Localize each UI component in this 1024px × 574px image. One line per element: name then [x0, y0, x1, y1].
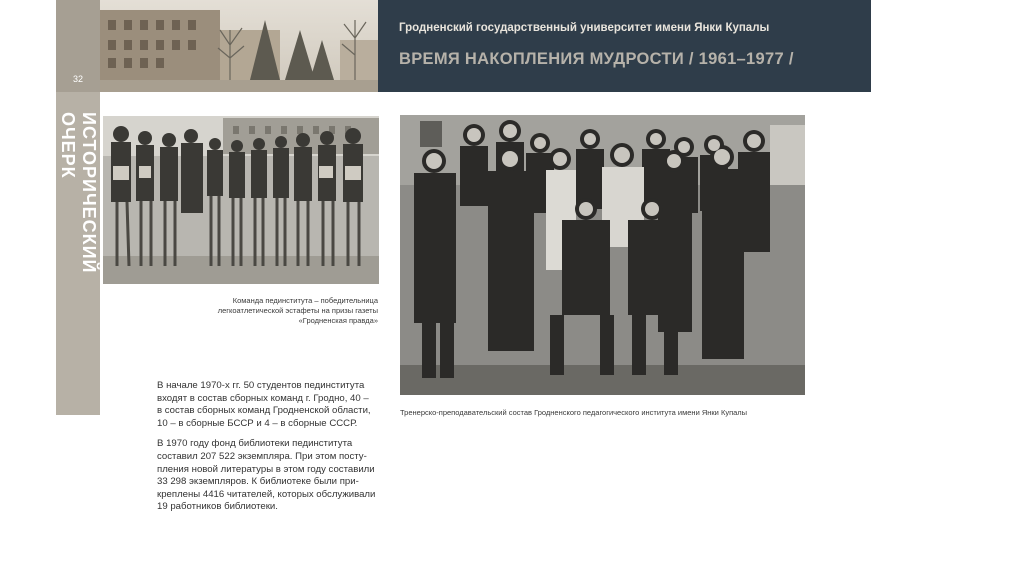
- side-title: ИСТОРИЧЕСКИЙ ОЧЕРК: [58, 112, 99, 274]
- text-line: 10 – в сборные БССР и 4 – в сборные СССР.: [157, 417, 358, 429]
- header-building-photo: [100, 0, 378, 92]
- header-bar: [378, 0, 871, 92]
- text-line: в состав сборных команд Гродненской области,: [157, 405, 371, 417]
- text-line: В 1970 году фонд библиотеки пединститута: [157, 438, 353, 450]
- header-section-title: ВРЕМЯ НАКОПЛЕНИЯ МУДРОСТИ / 1961–1977 /: [399, 50, 794, 68]
- page-number: 32: [72, 74, 83, 84]
- relay-team-photo: [103, 116, 379, 284]
- text-line: 19 работников библиотеки.: [157, 501, 278, 513]
- header-university-title: Гродненский государственный университет имени Янки Купалы: [399, 22, 770, 34]
- text-line: креплены 4416 читателей, которых обслуживали: [157, 488, 376, 500]
- body-text: [143, 380, 379, 522]
- caption-line: «Гродненская правда»: [298, 316, 378, 325]
- paragraph-sports: [143, 380, 379, 430]
- text-line: В начале 1970-х гг. 50 студентов пединститута: [157, 380, 365, 391]
- text-line: 33 298 экземпляров. К библиотеке были при-: [157, 476, 359, 488]
- faculty-group-photo: [400, 115, 805, 395]
- faculty-group-caption: Тренерско-преподавательский состав Гродненского педагогического института имени Янки Купалы: [400, 408, 748, 417]
- caption-line: легкоатлетической эстафеты на призы газеты: [217, 306, 378, 315]
- text-line: пления новой литературы в этом году составили: [157, 463, 375, 475]
- caption-line: Команда пединститута – победительница: [232, 296, 378, 305]
- text-line: составил 207 522 экземпляра. При этом посту-: [157, 450, 367, 462]
- text-line: входят в состав сборных команд г. Гродно, 40 –: [157, 392, 369, 404]
- paragraph-library: [143, 438, 379, 514]
- relay-team-caption: [150, 296, 378, 326]
